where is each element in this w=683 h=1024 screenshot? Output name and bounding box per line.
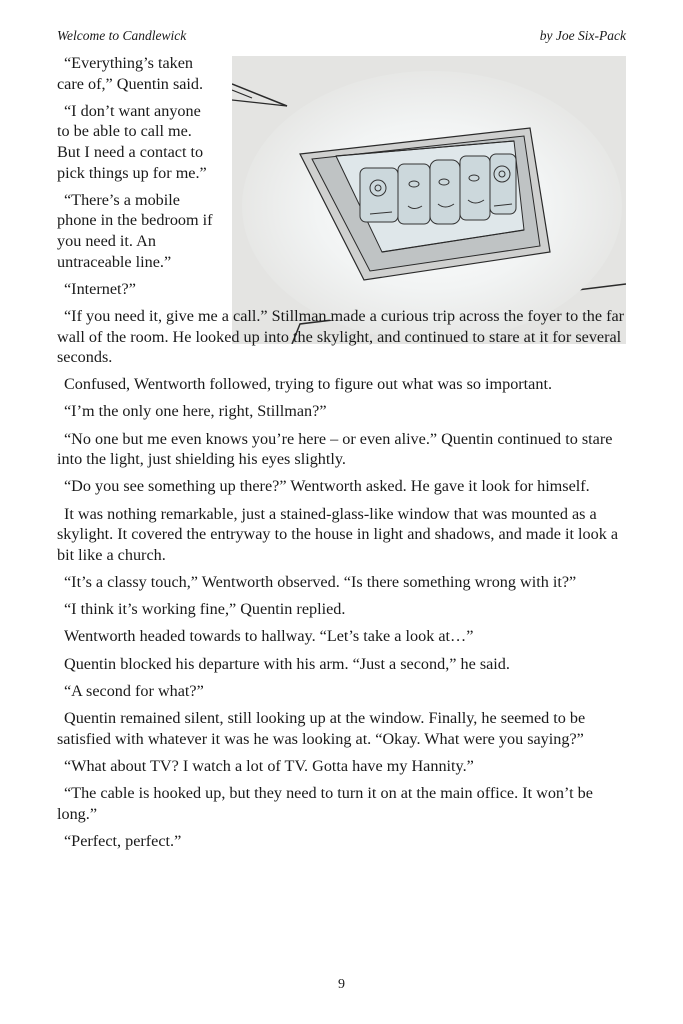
paragraph: “Perfect, perfect.” <box>64 831 182 850</box>
paragraph: “There’s a mobile phone in the bedroom if you need it. An untraceable line.” <box>57 190 213 271</box>
paragraph: “Internet?” <box>64 279 136 298</box>
running-head <box>57 28 626 44</box>
paragraph: Confused, Wentworth followed, trying to figure out what was so important. <box>64 375 552 394</box>
paragraph: “I think it’s working fine,” Quentin replied. <box>64 600 346 619</box>
paragraph: “I’m the only one here, right, Stillman?” <box>64 402 327 421</box>
paragraph: “No one but me even knows you’re here – or even alive.” Quentin continued to stare into the light, just shielding his eyes slightly. <box>57 429 613 469</box>
paragraph: Quentin blocked his departure with his arm. “Just a second,” he said. <box>64 654 510 673</box>
paragraph: “I don’t want anyone to be able to call me. But I need a contact to pick things up for me.” <box>57 101 207 182</box>
paragraph: Quentin remained silent, still looking up at the window. Finally, he seemed to be satisfied with whatever it was he was looking at. “Okay. What were you saying?” <box>57 708 586 748</box>
paragraph: “If you need it, give me a call.” Stillman made a curious trip across the foyer to the far wall of the room. He looked up into the skylight, and continued to stare at it for several seconds. <box>57 306 625 367</box>
body-text <box>57 53 627 858</box>
paragraph: “The cable is hooked up, but they need to turn it on at the main office. It won’t be long.” <box>57 783 593 823</box>
author-name: by Joe Six-Pack <box>539 28 626 43</box>
page-number: 9 <box>338 977 345 992</box>
book-title: Welcome to Candlewick <box>57 28 187 43</box>
paragraph: “A second for what?” <box>64 681 204 700</box>
paragraph: It was nothing remarkable, just a stained-glass-like window that was mounted as a skylight. It covered the entryway to the house in light and shadows, and made it look a bit like a church. <box>57 504 619 564</box>
paragraph: “It’s a classy touch,” Wentworth observed. “Is there something wrong with it?” <box>64 573 577 591</box>
paragraph: “Everything’s taken care of,” Quentin said. <box>57 54 204 93</box>
paragraph: Wentworth headed towards to hallway. “Let’s take a look at…” <box>64 627 474 646</box>
paragraph: “What about TV? I watch a lot of TV. Gotta have my Hannity.” <box>64 756 474 775</box>
paragraph: “Do you see something up there?” Wentworth asked. He gave it look for himself. <box>64 477 590 496</box>
